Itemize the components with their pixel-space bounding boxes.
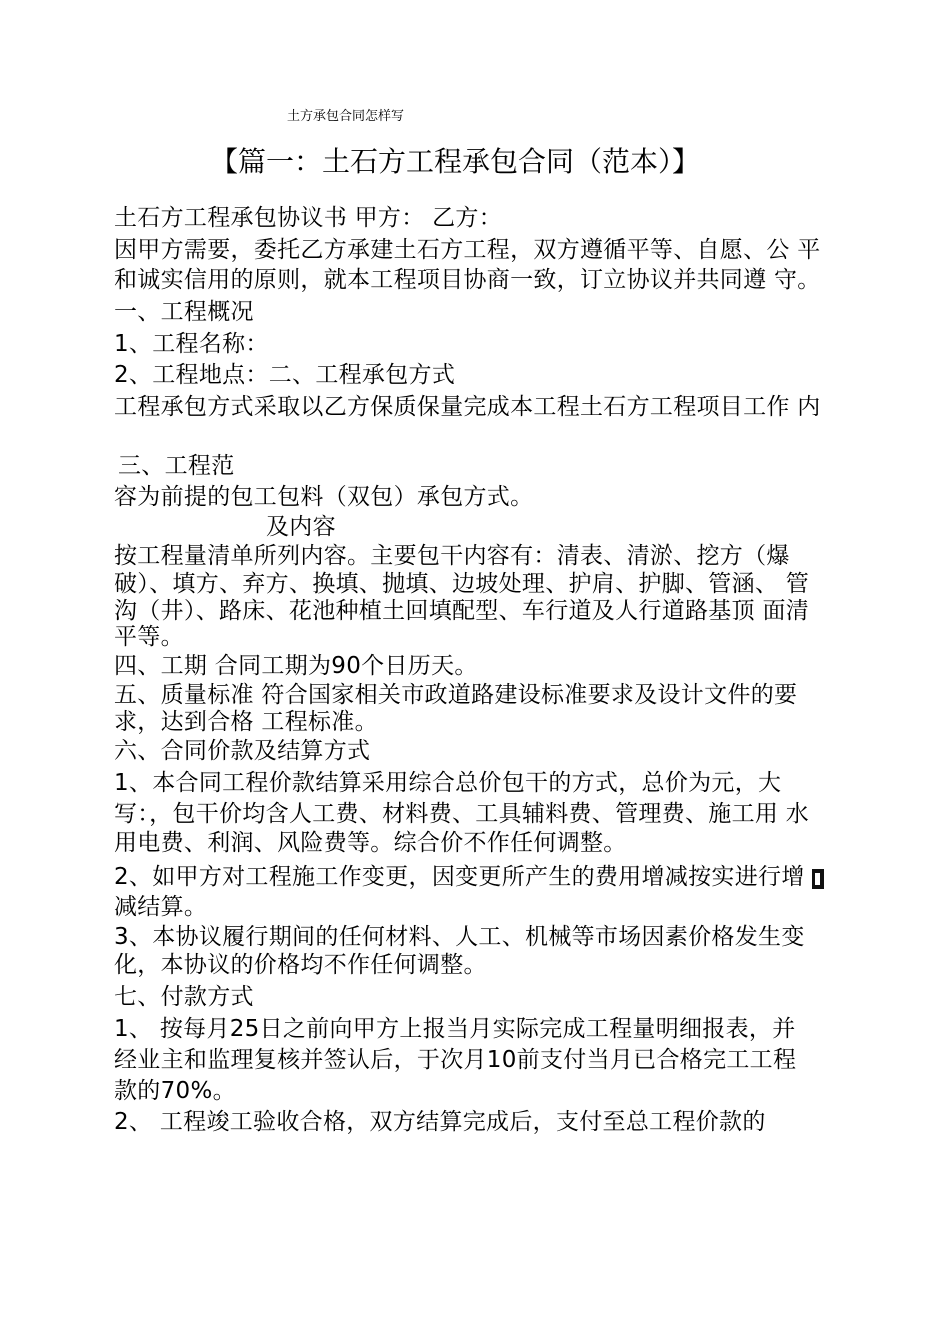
text-line: 工程承包方式采取以乙方保质保量完成本工程土石方工程项目工作 内 [114, 394, 821, 420]
section-heading: 六、合同价款及结算方式 [114, 738, 371, 764]
text-line: 1、本合同工程价款结算采用综合总价包干的方式，总价为元，大 [114, 770, 782, 796]
text-line: 按工程量清单所列内容。主要包干内容有：清表、清淤、挖方（爆 [114, 543, 790, 569]
text-line: 减结算。 [114, 894, 208, 920]
text-line: 1、 按每月25日之前向甲方上报当月实际完成工程量明细报表，并 [114, 1016, 796, 1042]
section-heading: 一、工程概况 [114, 299, 254, 325]
text-line: 土石方工程承包协议书 甲方： 乙方： [114, 205, 503, 231]
text-line: 化，本协议的价格均不作任何调整。 [114, 952, 487, 978]
document-title: 【篇一：土石方工程承包合同（范本）】 [210, 145, 701, 178]
section-heading: 七、付款方式 [114, 984, 254, 1010]
text-line: 款的70%。 [114, 1078, 236, 1104]
text-line: 求，达到合格 工程标准。 [114, 709, 378, 735]
text-line: 及内容 [266, 514, 336, 540]
text-line: 容为前提的包工包料（双包）承包方式。 [114, 484, 534, 510]
text-line: 写：，包干价均含人工费、材料费、工具辅料费、管理费、施工用 水 [114, 801, 810, 827]
text-line: 沟（井）、路床、花池种植土回填配型、车行道及人行道路基顶 面清 [114, 598, 810, 624]
text-line: 用电费、利润、风险费等。综合价不作任何调整。 [114, 830, 627, 856]
scan-mark-icon [812, 869, 824, 889]
section-heading: 四、工期 合同工期为90个日历天。 [114, 653, 478, 679]
text-line: 和诚实信用的原则，就本工程项目协商一致，订立协议并共同遵 守。 [114, 267, 821, 293]
text-line: 1、工程名称： [114, 331, 269, 357]
text-line: 经业主和监理复核并签认后，于次月10前支付当月已合格完工工程 [114, 1047, 797, 1073]
text-line: 因甲方需要，委托乙方承建土石方工程，双方遵循平等、自愿、公 平 [114, 237, 821, 263]
text-line: 2、如甲方对工程施工作变更，因变更所产生的费用增减按实进行增 [114, 864, 805, 890]
text-line: 2、 工程竣工验收合格，双方结算完成后，支付至总工程价款的 [114, 1109, 766, 1135]
section-heading: 三、工程范 [118, 453, 235, 479]
page-header: 土方承包合同怎样写 [287, 109, 405, 124]
section-heading: 五、质量标准 符合国家相关市政道路建设标准要求及设计文件的要 [114, 682, 798, 708]
text-line: 3、本协议履行期间的任何材料、人工、机械等市场因素价格发生变 [114, 924, 805, 950]
text-line: 2、工程地点：二、工程承包方式 [114, 362, 456, 388]
text-line: 平等。 [114, 624, 184, 650]
text-line: 破）、填方、弃方、换填、抛填、边坡处理、护肩、护脚、管涵、 管 [114, 571, 810, 597]
